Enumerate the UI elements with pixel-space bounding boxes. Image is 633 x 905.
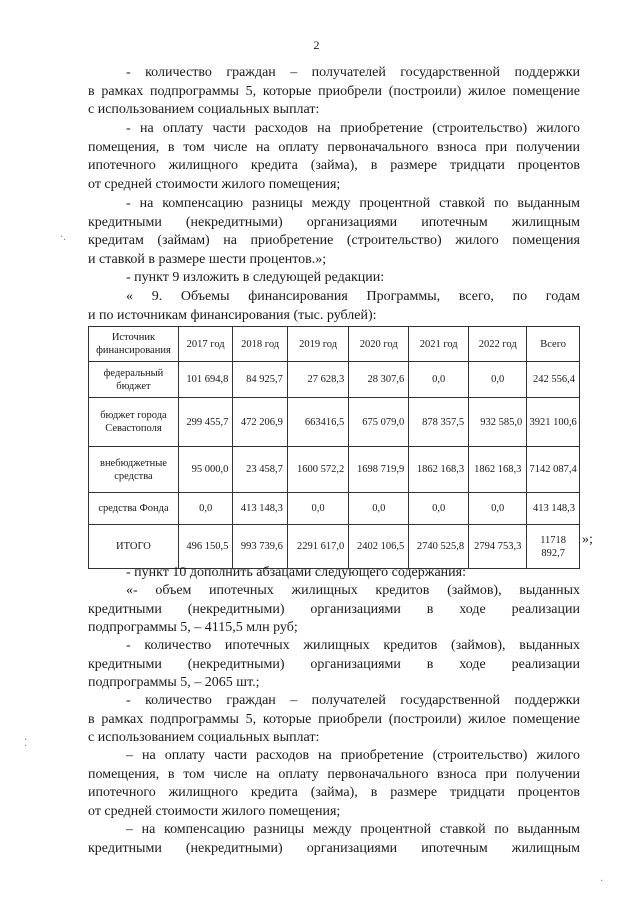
table-cell: 0,0 bbox=[469, 362, 527, 398]
text-line: в рамках подпрограммы 5, которые приобрели (построили) жилое помещение bbox=[88, 83, 580, 99]
text-line: помещения, в том числе на оплату первоначального взноса при получении bbox=[88, 766, 580, 782]
table-cell: 28 307,6 bbox=[349, 362, 409, 398]
text-line: - количество ипотечных жилищных кредитов (займов), выданных bbox=[126, 638, 580, 653]
row-label: внебюджетные средства bbox=[89, 447, 179, 493]
table-cell: 0,0 bbox=[287, 493, 348, 525]
text-line: - на компенсацию разницы между процентной ставкой по выданным bbox=[126, 196, 580, 211]
table-cell: 0,0 bbox=[409, 362, 469, 398]
scan-speck: · bbox=[600, 876, 604, 887]
paragraph-loan-count bbox=[88, 637, 580, 693]
table-header-row bbox=[89, 327, 580, 362]
text-line: - пункт 10 дополнить абзацами следующего содержания: bbox=[126, 565, 466, 580]
table-cell: 7142 087,4 bbox=[527, 447, 580, 493]
text-line: - количество граждан – получателей государственной поддержки bbox=[126, 65, 580, 80]
table-cell: 878 357,5 bbox=[409, 398, 469, 447]
column-header: 2018 год bbox=[233, 327, 287, 362]
table-cell: 101 694,8 bbox=[178, 362, 232, 398]
table-cell: 675 079,0 bbox=[349, 398, 409, 447]
text-line: с использованием социальных выплат: bbox=[88, 102, 320, 117]
text-line: кредитными (некредитными) организациями в ходе реализации bbox=[88, 656, 580, 672]
paragraph-item9-text bbox=[88, 288, 580, 325]
paragraph-item10-intro bbox=[88, 564, 580, 583]
table-cell: 993 739,6 bbox=[233, 525, 287, 569]
paragraph-partial-payment-2 bbox=[88, 747, 580, 821]
table-cell: 0,0 bbox=[409, 493, 469, 525]
paragraph-rate-compensation-2 bbox=[88, 821, 580, 858]
table-cell: 95 000,0 bbox=[178, 447, 232, 493]
table-cell: 1600 572,2 bbox=[287, 447, 348, 493]
table-cell: 1698 719,9 bbox=[349, 447, 409, 493]
table-cell: 2291 617,0 bbox=[287, 525, 348, 569]
table-cell: 299 455,7 bbox=[178, 398, 232, 447]
table-cell: 23 458,7 bbox=[233, 447, 287, 493]
table-cell: 84 925,7 bbox=[233, 362, 287, 398]
table-row bbox=[89, 362, 580, 398]
column-header: Всего bbox=[527, 327, 580, 362]
table-cell: 932 585,0 bbox=[469, 398, 527, 447]
paragraph-loan-volume bbox=[88, 582, 580, 638]
column-header: 2020 год bbox=[349, 327, 409, 362]
column-header: 2021 год bbox=[409, 327, 469, 362]
table-cell: 0,0 bbox=[469, 493, 527, 525]
text-line: – на оплату части расходов на приобретение (строительство) жилого bbox=[126, 748, 580, 763]
row-label: федеральный бюджет bbox=[89, 362, 179, 398]
text-line: «- объем ипотечных жилищных кредитов (займов), выданных bbox=[126, 583, 580, 598]
text-line: от средней стоимости жилого помещения; bbox=[88, 176, 341, 192]
row-label: средства Фонда bbox=[89, 493, 179, 525]
table-cell: 472 206,9 bbox=[233, 398, 287, 447]
text-line: кредитам (займам) на приобретение (строительство) жилого помещения bbox=[88, 233, 580, 248]
text-line: с использованием социальных выплат: bbox=[88, 730, 320, 745]
table-cell: 27 628,3 bbox=[287, 362, 348, 398]
text-line: – на компенсацию разницы между процентной ставкой по выданным bbox=[126, 822, 580, 837]
text-line: - пункт 9 изложить в следующей редакции: bbox=[126, 270, 385, 285]
table-row-total bbox=[89, 525, 580, 569]
paragraph-citizens-count-2 bbox=[88, 692, 580, 748]
text-line: - количество граждан – получателей государственной поддержки bbox=[126, 693, 580, 708]
text-line: помещения, в том числе на оплату первоначального взноса при получении bbox=[88, 139, 580, 155]
row-label: бюджет города Севастополя bbox=[89, 398, 179, 447]
text-line: « 9. Объемы финансирования Программы, всего, по годам bbox=[126, 289, 580, 304]
text-line: подпрограммы 5, – 2065 шт.; bbox=[88, 675, 260, 690]
table-cell: 3921 100,6 bbox=[527, 398, 580, 447]
scan-speck: ⁚ bbox=[24, 738, 28, 749]
row-label: ИТОГО bbox=[89, 525, 179, 569]
table-row bbox=[89, 493, 580, 525]
paragraph-citizens-count bbox=[88, 64, 580, 120]
paragraph-partial-payment bbox=[88, 120, 580, 194]
table-cell: 1862 168,3 bbox=[469, 447, 527, 493]
table-row bbox=[89, 447, 580, 493]
paragraph-rate-compensation bbox=[88, 195, 580, 269]
text-line: от средней стоимости жилого помещения; bbox=[88, 803, 341, 819]
column-header: 2019 год bbox=[287, 327, 348, 362]
table-cell: 1862 168,3 bbox=[409, 447, 469, 493]
column-header: 2017 год bbox=[178, 327, 232, 362]
text-line: ипотечного жилищного кредита (займа), в размере тридцати процентов bbox=[88, 785, 580, 800]
text-line: кредитными (некредитными) организациями ипотечным жилищным bbox=[88, 840, 580, 856]
table-cell: 242 556,4 bbox=[527, 362, 580, 398]
table-cell: 2740 525,8 bbox=[409, 525, 469, 569]
table-cell: 2402 106,5 bbox=[349, 525, 409, 569]
financing-table bbox=[88, 326, 580, 569]
text-line: подпрограммы 5, – 4115,5 млн руб; bbox=[88, 620, 298, 635]
column-header: 2022 год bbox=[469, 327, 527, 362]
table-cell: 413 148,3 bbox=[233, 493, 287, 525]
table-cell: 0,0 bbox=[178, 493, 232, 525]
table-cell: 413 148,3 bbox=[527, 493, 580, 525]
text-line: ипотечного жилищного кредита (займа), в размере тридцати процентов bbox=[88, 158, 580, 173]
page-number: 2 bbox=[313, 38, 320, 52]
table-cell: 496 150,5 bbox=[178, 525, 232, 569]
text-line: и по источникам финансирования (тыс. рублей): bbox=[88, 307, 377, 323]
text-line: и ставкой в размере шести процентов.»; bbox=[88, 251, 327, 267]
text-line: кредитными (некредитными) организациями в ходе реализации bbox=[88, 601, 580, 617]
closing-quote: »; bbox=[582, 532, 593, 547]
text-line: в рамках подпрограммы 5, которые приобрели (построили) жилое помещение bbox=[88, 711, 580, 727]
table-row bbox=[89, 398, 580, 447]
table-cell: 0,0 bbox=[349, 493, 409, 525]
paragraph-item9-intro bbox=[88, 269, 580, 288]
column-header: Источник финансирования bbox=[89, 327, 179, 362]
text-line: - на оплату части расходов на приобретение (строительство) жилого bbox=[126, 121, 580, 136]
table-cell: 663416,5 bbox=[287, 398, 348, 447]
table-cell: 11718 892,7 bbox=[527, 525, 580, 569]
table-cell: 2794 753,3 bbox=[469, 525, 527, 569]
scan-speck: ·. bbox=[60, 232, 66, 243]
text-line: кредитными (некредитными) организациями ипотечным жилищным bbox=[88, 214, 580, 230]
